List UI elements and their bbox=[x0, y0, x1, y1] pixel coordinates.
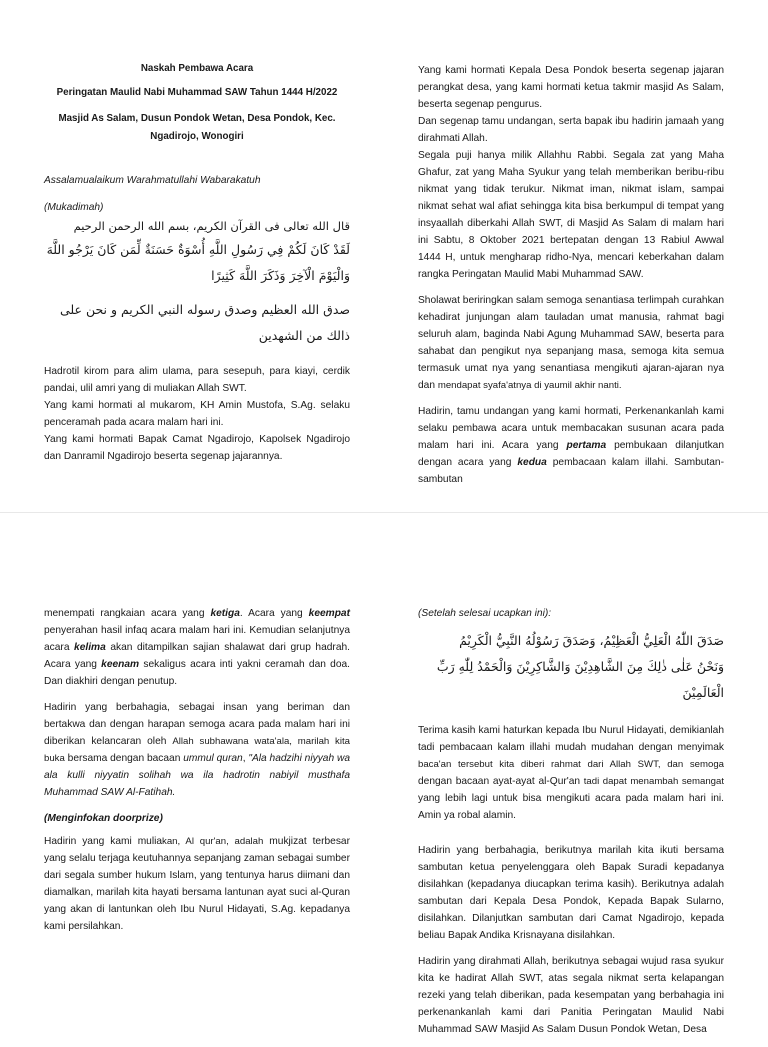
title-line-3b: Ngadirojo, Wonogiri bbox=[150, 131, 244, 142]
quran-text-3: mukjizat terbesar yang selalu terjaga keutuhannya sepanjang zaman sebagai sumber dari segala sumber hukum Islam, yang tentunya harus diimani dan diamalkan, marilah kita hayati bersama lantunan ayat suci al-Quran yang akan di lantunkan oleh Ibu Nurul Hidayati, S.Ag. kepadanya kami persilahkan. bbox=[44, 836, 350, 932]
terima-text-2: baca'an tersebut kita diberi rahmat dari Allah SWT, dan semoga bbox=[418, 759, 724, 770]
paragraph-sholawat bbox=[418, 292, 724, 394]
susunan-text-2: pembukaan dilanjutkan dengan acara yang bbox=[418, 440, 724, 468]
fatihah-text-1: Hadirin yang berbahagia, sebagai insan yang beriman dan bertakwa dan dengan harapan semoga acara pada malam hari ini diberikan kelancaran oleh bbox=[44, 702, 350, 747]
mukadimah-label: (Mukadimah) bbox=[44, 202, 104, 213]
paragraph-syukur: Hadirin yang dirahmati Allah, berikutnya sebagai wujud rasa syukur kita ke hadirat Allah SWT, atas segala nikmat serta kelapangan rezeki yang telah diberikan, pada kesempatan yang berbahagia ini perkenankanlah kami dari Panitia Peringatan Maulid Nabi Muhammad SAW Masjid As Salam Dusun Pondok Wetan, Desa bbox=[418, 956, 724, 1035]
emph-kedua: kedua bbox=[517, 457, 547, 468]
paragraph-quran bbox=[44, 833, 350, 935]
terima-text-3: dengan bacaan ayat-ayat al-Qur'an bbox=[418, 776, 584, 787]
top-left-column bbox=[44, 62, 350, 474]
emph-ketiga: ketiga bbox=[210, 608, 240, 619]
paragraph-kepala-desa: Yang kami hormati Kepala Desa Pondok beserta segenap jajaran perangkat desa, yang kami hormati ketua takmir masjid As Salam, beserta segenap pengurus. bbox=[418, 65, 724, 110]
emph-ummul-quran: ummul quran bbox=[183, 753, 243, 764]
top-right-column bbox=[418, 62, 724, 497]
rangkaian-text-1: menempati rangkaian acara yang bbox=[44, 608, 211, 619]
emph-pertama: pertama bbox=[566, 440, 607, 451]
paragraph-sambutan: Hadirin yang berbahagia, berikutnya marilah kita ikuti bersama sambutan ketua penyelenggara oleh Bapak Suradi kepadanya disilahkan (kepadanya diucapkan terima kasih). Berikutnya adalah sambutan dari Kepala Desa Pondok, Kepada Bapak Sularno, disilahkan. Dilanjutkan sambutan dari Camat Ngadirojo, kepada beliau Bapak Andika Krisnayana disilahkan. bbox=[418, 845, 724, 941]
title-line-1: Naskah Pembawa Acara bbox=[140, 63, 254, 74]
emph-keenam: keenam bbox=[101, 659, 140, 670]
arabic-verse: لَقَدْ كَانَ لَكُمْ فِي رَسُولِ اللَّهِ أُسْوَةٌ حَسَنَةٌ لِّمَن كَانَ يَرْجُو اللَّهَ وَالْيَوْمَ الْآخِرَ وَذَكَرَ اللَّهَ كَثِيرًا bbox=[46, 242, 350, 283]
paragraph-segala-puji: Segala puji hanya milik Allahhu Rabbi. Segala zat yang Maha Ghafur, zat yang Maha Syukur yang telah memberikan beribu-ribu nikmat yang tidak terukur. Nikmat iman, nikmat islam, sampai nikmat sehat wal afiat sehingga kita bisa berkumpul di tempat yang insyaallah diberkahi Allah SWT, di Masjid As Salam di malam hari ini Sabtu, 8 Oktober 2021 bertepatan dengan 13 Rabiul Awwal 1444 H, untuk mengharap ridho-Nya, mencari keberkahan dalam rangka Peringatan Maulid Mabi Muhammad SAW. bbox=[418, 150, 724, 280]
paragraph-terima-kasih bbox=[418, 722, 724, 824]
fatihah-text-3: bersama dengan bacaan bbox=[64, 753, 184, 764]
rangkaian-text-5: sekaligus acara inti yakni ceramah dan doa. Dan diakhiri dengan penutup. bbox=[44, 659, 350, 687]
quran-text-2: kan, Al qur'an, adalah bbox=[162, 836, 264, 847]
bottom-right-column bbox=[418, 605, 724, 1047]
rangkaian-text-2: . Acara yang bbox=[239, 608, 309, 619]
arabic-opening-line: قال الله تعالى فى القرآن الكريم، بسم الله الرحمن الرحيم bbox=[73, 219, 350, 233]
document-page-top bbox=[0, 0, 768, 512]
doorprize-label: (Menginfokan doorprize) bbox=[44, 813, 163, 824]
paragraph-al-fatihah bbox=[44, 699, 350, 801]
paragraph-tamu-undangan: Dan segenap tamu undangan, serta bapak ibu hadirin jamaah yang dirahmati Allah. bbox=[418, 116, 724, 144]
salam-opening: Assalamualaikum Warahmatullahi Wabarakatuh bbox=[44, 175, 261, 186]
fatihah-niyyah: "Ala hadzihi niyyah wa ala kulli niyyatin solihah wa ila hadrotin nabiyil musthafa Muhammad SAW Al-Fatihah. bbox=[44, 753, 350, 798]
document-page-bottom bbox=[0, 512, 768, 1035]
emph-keempat: keempat bbox=[308, 608, 350, 619]
bottom-left-column bbox=[44, 605, 350, 944]
rangkaian-text-3: penyerahan hasil infaq acara malam hari ini. Kemudian selanjutnya acara bbox=[44, 625, 350, 653]
fatihah-text-2: Allah subhawana wata'ala, marilah kita buka bbox=[44, 736, 350, 764]
arabic-shodaqallah-2: وَنَحْنُ عَلٰى ذٰلِكَ مِنَ الشَّاهِدِيْنَ وَالشَّاكِرِيْنَ وَالْحَمْدُ لِلّٰهِ رَبِّ الْعَالَمِيْنَ bbox=[436, 659, 724, 700]
terima-text-4: tadi dapat menambah semangat bbox=[583, 776, 724, 787]
setelah-label: (Setelah selesai ucapkan ini): bbox=[418, 608, 552, 619]
terima-text-5: yang lebih lagi untuk bisa mengikuti acara pada malam hari ini. Amin ya robal alamin. bbox=[418, 793, 724, 821]
rangkaian-text-4: akan ditampilkan sajian shalawat dari grup hadrah. Acara yang bbox=[44, 642, 350, 670]
quran-text-1: Hadirin yang kami mulia bbox=[44, 836, 163, 847]
paragraph-rangkaian-acara bbox=[44, 605, 350, 690]
title-line-2: Peringatan Maulid Nabi Muhammad SAW Tahun 1444 H/2022 bbox=[56, 87, 338, 98]
sholawat-text: Sholawat beriringkan salam semoga senantiasa terlimpah curahkan kehadirat junjungan alam tauladan umat manusia, rahmat bagi seluruh alam, baginda Nabi Agung Muhammad SAW, beserta para sahabat dan pengikut nya sepanjang masa, semoga kita semua termasuk umat nya yang senantiasa mengikuti ajaran-ajaran nya dan bbox=[418, 295, 724, 391]
susunan-text-1: Hadirin, tamu undangan yang kami hormati, Perkenankanlah kami selaku pembawa acara untuk membacakan susunan acara pada malam hari ini. Acara yang bbox=[418, 406, 724, 451]
emph-kelima: kelima bbox=[74, 642, 106, 653]
arabic-closing: صدق الله العظيم وصدق رسوله النبي الكريم و نحن على ذالك من الشهدين bbox=[59, 302, 350, 343]
arabic-shodaqallah-1: صَدَقَ اللّٰهُ الْعَلِيُّ الْعَظِيْمُ، وَصَدَقَ رَسُوْلُهُ النَّبِيُّ الْكَرِيْمُ bbox=[459, 633, 724, 648]
paragraph-susunan-acara bbox=[418, 403, 724, 488]
paragraph-amin-mustofa: Yang kami hormati al mukarom, KH Amin Mustofa, S.Ag. selaku penceramah pada acara malam hari ini. bbox=[44, 400, 350, 428]
title-line-3a: Masjid As Salam, Dusun Pondok Wetan, Desa Pondok, Kec. bbox=[58, 113, 336, 124]
susunan-text-3: pembacaan kalam illahi. Sambutan-sambutan bbox=[418, 457, 724, 485]
fatihah-text-4: , bbox=[242, 753, 249, 764]
terima-text-1: Terima kasih kami haturkan kepada Ibu Nurul Hidayati, demikianlah tadi pembacaan kalam illahi mudah mudahan dengan menyimak bbox=[418, 725, 724, 753]
paragraph-hadrotil: Hadrotil kirom para alim ulama, para sesepuh, para kiayi, cerdik pandai, ulil amri yang di muliakan Allah SWT. bbox=[44, 366, 350, 394]
paragraph-camat: Yang kami hormati Bapak Camat Ngadirojo, Kapolsek Ngadirojo dan Danramil Ngadirojo beserta segenap jajarannya. bbox=[44, 434, 350, 462]
sholawat-text-end: mendapat syafa'atnya di yaumil akhir nanti. bbox=[437, 380, 622, 391]
